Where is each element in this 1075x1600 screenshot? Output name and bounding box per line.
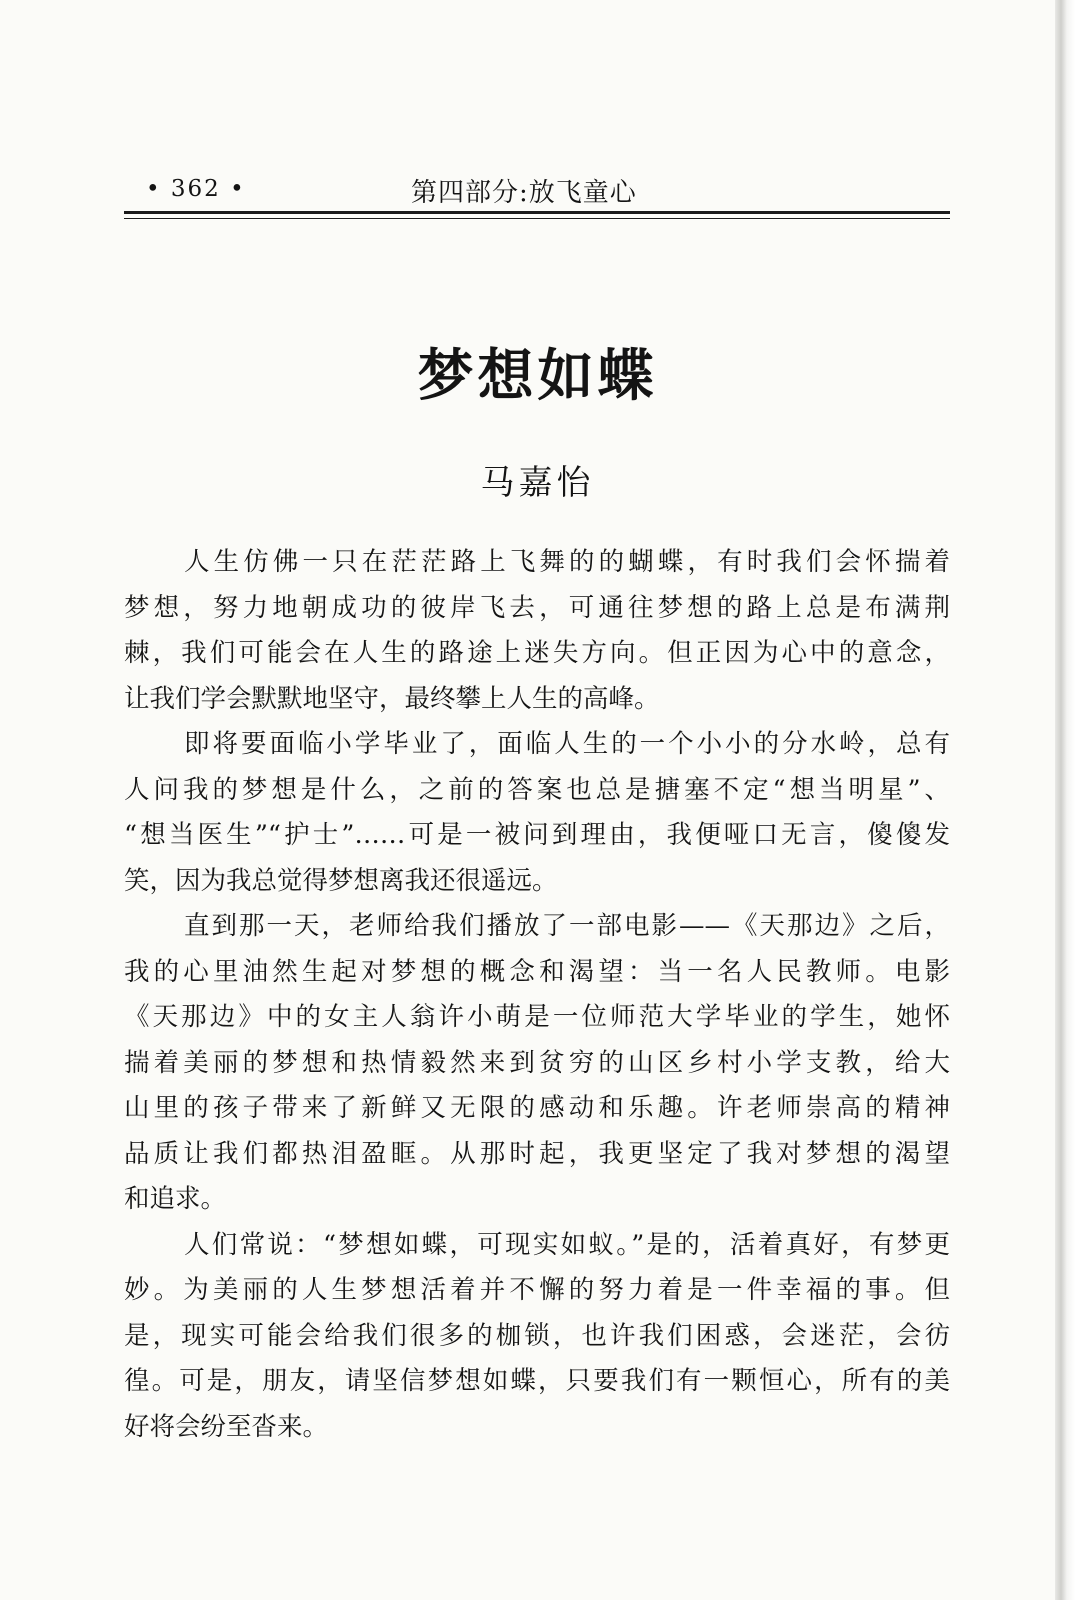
- text-line: 人问我的梦想是什么，之前的答案也总是搪塞不定“想当明星”、: [124, 774, 950, 805]
- text-line: 人生仿佛一只在茫茫路上飞舞的的蝴蝶，有时我们会怀揣着: [184, 547, 950, 577]
- header-rule-thin: [124, 218, 950, 219]
- scan-page-edge: [1055, 0, 1075, 1600]
- text-line: 笑，因为我总觉得梦想离我还很遥远。: [124, 865, 558, 896]
- text-line: “想当医生”“护士”……可是一被问到理由，我便哑口无言，傻傻发: [124, 820, 950, 850]
- text-line: 山里的孩子带来了新鲜又无限的感动和乐趣。许老师崇高的精神: [124, 1093, 950, 1123]
- text-line: 我的心里油然生起对梦想的概念和渴望：当一名人民教师。电影: [124, 956, 950, 987]
- text-line: 妙。为美丽的人生梦想活着并不懈的努力着是一件幸福的事。但: [124, 1275, 950, 1305]
- text-line: 徨。可是，朋友，请坚信梦想如蝶，只要我们有一颗恒心，所有的美: [124, 1366, 950, 1396]
- text-line: 即将要面临小学毕业了，面临人生的一个小小的分水岭，总有: [184, 729, 950, 759]
- text-line: 人们常说：“梦想如蝶，可现实如蚁。”是的，活着真好，有梦更: [184, 1229, 950, 1260]
- text-line: 品质让我们都热泪盈眶。从那时起，我更坚定了我对梦想的渴望: [124, 1138, 950, 1169]
- paragraph-3: [124, 904, 950, 1223]
- running-head: [146, 172, 946, 212]
- header-rule-thick: [124, 211, 950, 214]
- text-line: 和追求。: [124, 1184, 227, 1214]
- text-line: 《天那边》中的女主人翁许小萌是一位师范大学毕业的学生，她怀: [124, 1002, 950, 1032]
- text-line: 棘，我们可能会在人生的路途上迷失方向。但正因为心中的意念，: [124, 638, 950, 668]
- article-body: [124, 540, 950, 1450]
- section-title: 第四部分:放飞童心: [411, 178, 637, 208]
- article-author: 马嘉怡: [480, 463, 595, 503]
- paragraph-1: [124, 540, 950, 722]
- page-number: • 362 •: [146, 176, 246, 202]
- text-line: 梦想，努力地朝成功的彼岸飞去，可通往梦想的路上总是布满荆: [124, 592, 950, 623]
- text-line: 好将会纷至沓来。: [124, 1411, 329, 1442]
- paragraph-2: [124, 722, 950, 904]
- paragraph-4: [124, 1223, 950, 1451]
- text-line: 是，现实可能会给我们很多的枷锁，也许我们困惑，会迷茫，会彷: [124, 1320, 950, 1351]
- text-line: 揣着美丽的梦想和热情毅然来到贫穷的山区乡村小学支教，给大: [124, 1047, 950, 1078]
- article-title: 梦想如蝶: [417, 343, 658, 409]
- text-line: 直到那一天，老师给我们播放了一部电影——《天那边》之后，: [184, 911, 950, 941]
- text-line: 让我们学会默默地坚守，最终攀上人生的高峰。: [124, 683, 660, 714]
